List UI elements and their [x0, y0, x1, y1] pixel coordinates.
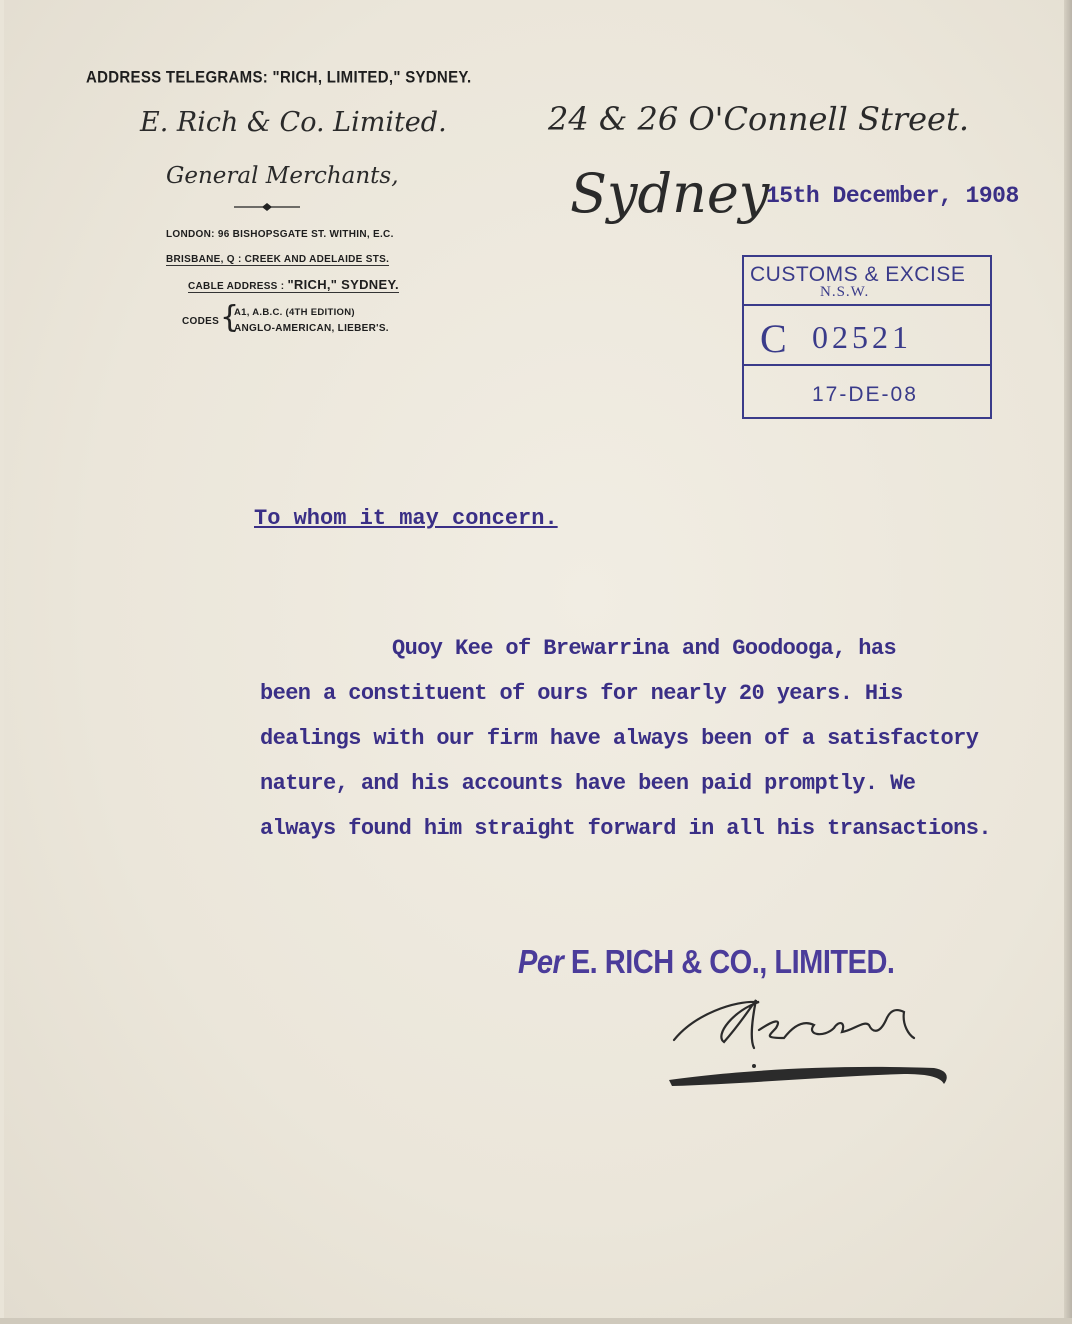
city-name: Sydney [570, 162, 770, 225]
body-line: always found him straight forward in all his transactions. [260, 816, 991, 841]
cable-address [188, 277, 399, 293]
body-line: nature, and his accounts have been paid promptly. We [260, 771, 916, 796]
london-office: LONDON: 96 BISHOPSGATE ST. WITHIN, E.C. [166, 229, 394, 240]
stamp-number: 02521 [812, 319, 912, 355]
stamp-state: N.S.W. [820, 284, 870, 300]
divider-ornament [232, 200, 302, 214]
cable-address-label: CABLE ADDRESS : [188, 281, 285, 292]
stamp-prefix: C [760, 316, 787, 361]
brisbane-office: BRISBANE, Q : CREEK AND ADELAIDE STS. [166, 254, 390, 265]
customs-stamp [742, 255, 992, 419]
page-edge [1064, 0, 1072, 1324]
codes-line-2: ANGLO-AMERICAN, LIEBER'S. [234, 323, 389, 334]
page-edge [0, 1318, 1072, 1324]
handwritten-signature [664, 980, 964, 1110]
stamp-date: 17-DE-08 [812, 383, 918, 406]
body-line: dealings with our firm have always been of a satisfactory [260, 726, 979, 751]
salutation: To whom it may concern. [254, 506, 558, 531]
street-address: 24 & 26 O'Connell Street. [548, 100, 969, 138]
signoff-prefix: Per [518, 944, 564, 981]
signoff-stamp [518, 944, 894, 982]
body-line: Quoy Kee of Brewarrina and Goodooga, has [392, 636, 897, 661]
codes-line-1: A1, A.B.C. (4TH EDITION) [234, 307, 355, 318]
codes-label: CODES [182, 316, 220, 327]
telegram-address: ADDRESS TELEGRAMS: "RICH, LIMITED," SYDNEY. [86, 68, 472, 87]
letter-date: 15th December, 1908 [766, 183, 1019, 209]
letter-page [4, 0, 1064, 1324]
company-name: E. Rich & Co. Limited. [140, 107, 447, 138]
cable-address-value: "RICH," SYDNEY. [287, 277, 399, 292]
stamp-title: CUSTOMS & EXCISE [750, 263, 966, 286]
body-line: been a constituent of ours for nearly 20 years. His [260, 681, 903, 706]
company-tagline: General Merchants, [166, 163, 399, 189]
brace-icon: { [220, 300, 240, 335]
signoff-company: E. RICH & CO., LIMITED. [570, 944, 895, 981]
